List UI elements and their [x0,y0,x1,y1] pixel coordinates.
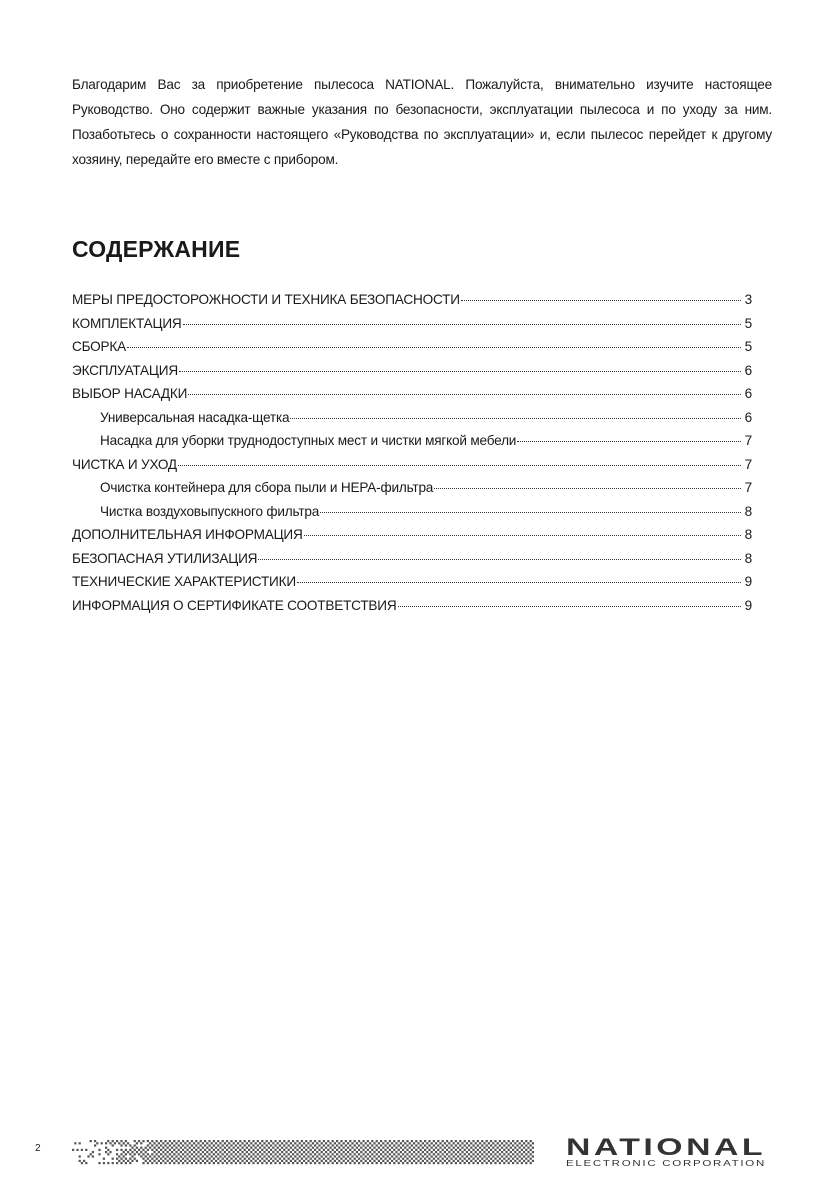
toc-leader-dots [127,347,741,348]
toc-leader-dots [290,418,741,419]
toc-item[interactable] [72,598,752,622]
toc-item-page: 3 [744,292,752,307]
toc-item-label: ЧИСТКА И УХОД [72,456,177,472]
toc-item-label: ВЫБОР НАСАДКИ [72,386,188,401]
toc-item[interactable] [72,551,752,575]
toc-item-page: 6 [744,386,752,401]
toc-leader-dots [179,371,741,372]
toc-item-label: Очистка контейнера для сбора пыли и НЕРА-фильтра [100,480,434,495]
toc-item-page: 8 [744,527,752,542]
toc-item-page: 6 [744,362,752,378]
page-number: 2 [35,1143,41,1154]
logo-brand: NATIONAL [566,1134,766,1161]
toc-item-label: Универсальная насадка-щетка [100,409,290,425]
toc-item-label: КОМПЛЕКТАЦИЯ [72,315,182,331]
toc-item[interactable] [72,363,752,387]
toc-item[interactable] [72,457,752,481]
toc-leader-dots [461,300,741,301]
toc-item-page: 7 [744,456,752,472]
toc-item[interactable] [72,292,752,316]
toc-leader-dots [178,465,741,466]
toc-item-label: Чистка воздуховыпускного фильтра [100,503,320,519]
toc-item[interactable] [72,386,752,410]
toc-leader-dots [434,488,741,489]
toc-item[interactable] [72,527,752,551]
toc-item-label: СБОРКА [72,339,127,354]
toc-item[interactable] [72,339,752,363]
national-logo [563,1133,769,1167]
toc-leader-dots [398,606,742,607]
toc-item[interactable] [72,316,752,340]
toc-item-label: Насадка для уборки труднодоступных мест и чистки мягкой мебели [100,433,517,448]
table-of-contents [72,292,752,621]
toc-item-label: МЕРЫ ПРЕДОСТОРОЖНОСТИ И ТЕХНИКА БЕЗОПАСНОСТИ [72,292,460,307]
toc-leader-dots [183,324,741,325]
toc-leader-dots [320,512,741,513]
intro-paragraph: Благодарим Вас за приобретение пылесоса NATIONAL. Пожалуйста, внимательно изучите настоящее Руководство. Оно содержит важные указания по безопасности, эксплуатации пылесоса и по уходу за ним. Позаботьтесь о сохранности настоящего «Руководства по эксплуатации» и, если пылесос перейдет к другому хозяину, передайте его вместе с прибором. [72,77,772,167]
toc-item-label: ЭКСПЛУАТАЦИЯ [72,362,178,378]
pixel-pattern-band [72,1139,534,1165]
toc-item-page: 8 [744,550,752,566]
toc-leader-dots [188,394,741,395]
toc-subitem[interactable] [72,504,752,528]
toc-leader-dots [517,441,741,442]
toc-leader-dots [258,559,741,560]
toc-item[interactable] [72,574,752,598]
toc-item-page: 6 [744,409,752,425]
toc-item-page: 7 [744,433,752,448]
toc-item-label: БЕЗОПАСНАЯ УТИЛИЗАЦИЯ [72,550,258,566]
toc-leader-dots [304,535,741,536]
toc-leader-dots [297,582,741,583]
toc-subitem[interactable] [72,433,752,457]
toc-item-label: ИНФОРМАЦИЯ О СЕРТИФИКАТЕ СООТВЕТСТВИЯ [72,597,397,613]
toc-item-page: 9 [744,574,752,589]
toc-item-label: ТЕХНИЧЕСКИЕ ХАРАКТЕРИСТИКИ [72,574,296,589]
toc-item-page: 8 [744,503,752,519]
toc-item-label: ДОПОЛНИТЕЛЬНАЯ ИНФОРМАЦИЯ [72,527,303,542]
toc-subitem[interactable] [72,480,752,504]
toc-item-page: 5 [744,339,752,354]
logo-tagline: ELECTRONIC CORPORATION [566,1159,766,1167]
toc-subitem[interactable] [72,410,752,434]
toc-item-page: 9 [744,597,752,613]
toc-item-page: 5 [744,315,752,331]
toc-title: СОДЕРЖАНИЕ [72,236,241,262]
toc-item-page: 7 [744,480,752,495]
